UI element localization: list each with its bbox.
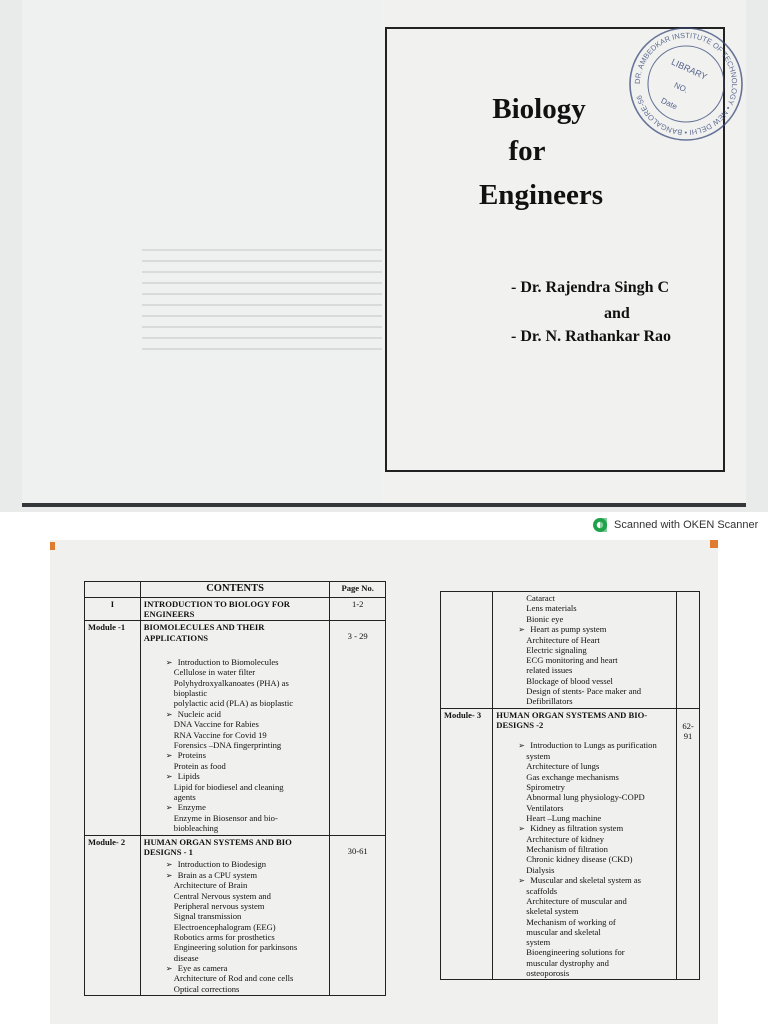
topic-item [144, 657, 327, 668]
arrow-bullet-icon: ➢ [518, 875, 525, 885]
topic-text: Cataract [526, 593, 555, 603]
arrow-bullet-icon: ➢ [165, 860, 173, 870]
scanner-logo-icon [592, 517, 608, 533]
topic-text: Heart –Lung machine [526, 812, 602, 823]
arrow-bullet-icon: ➢ [165, 963, 173, 973]
topic-text: Enzyme in Biosensor and bio- [173, 812, 278, 823]
topic-text: Protein as food [173, 760, 226, 771]
arrow-bullet-icon: ➢ [518, 624, 525, 634]
topic-text: RNA Vaccine for Covid 19 [173, 729, 267, 740]
topic-text: Bionic eye [526, 613, 564, 624]
orange-edge-right [710, 540, 718, 548]
topic-text: Eye as camera [177, 962, 228, 973]
topic-item [496, 937, 673, 947]
blank-facing-page [22, 0, 382, 505]
topic-item [496, 645, 673, 655]
topic-item [496, 844, 673, 854]
topic-text: system [526, 750, 551, 761]
module-number: Module- 2 [85, 835, 141, 996]
continued-row [441, 592, 700, 709]
topic-item [496, 896, 673, 906]
topic-item [144, 761, 327, 771]
module-title: BIOMOLECULES AND THEIR APPLICATIONS [143, 622, 265, 643]
topic-item [144, 953, 327, 963]
module-topics [140, 621, 330, 835]
topic-text: system [526, 937, 551, 948]
topic-text: Lipids [177, 771, 200, 782]
topic-item [144, 730, 327, 740]
topic-text: disease [173, 952, 199, 963]
topic-text: Chronic kidney disease (CKD) [526, 854, 633, 865]
topic-item [144, 932, 327, 942]
topic-text: Architecture of Brain [173, 880, 248, 891]
topic-item [496, 968, 673, 978]
stamp-ring-text: DR. AMBEDKAR INSTITUTE OF TECHNOLOGY • NEW DELHI • BANGALORE-56 [632, 30, 740, 138]
topic-text: Polyhydroxyalkanoates (PHA) as [173, 677, 289, 688]
bleed-through-text [142, 240, 382, 370]
topic-item [496, 886, 673, 896]
continued-num-cell [441, 592, 493, 709]
topic-text: DNA Vaccine for Rabies [173, 719, 259, 730]
arrow-bullet-icon: ➢ [165, 657, 173, 667]
topic-text: Muscular and skeletal system as [530, 874, 642, 885]
module-topics [493, 708, 677, 980]
topic-text: Enzyme [177, 802, 206, 813]
module-number: Module- 3 [441, 708, 493, 980]
topic-item [496, 676, 673, 686]
topic-text: Gas exchange mechanisms [526, 771, 619, 782]
topic-item [496, 854, 673, 864]
topic-item [496, 958, 673, 968]
topic-text: Architecture of kidney [526, 833, 605, 844]
topic-item [144, 678, 327, 688]
topic-item [496, 823, 673, 834]
module-number: Module -1 [85, 621, 141, 835]
topic-text: Introduction to Lungs as purification [530, 740, 657, 751]
module-pages: 3 - 29 [330, 621, 386, 835]
module-number: I [85, 597, 141, 621]
topic-item [144, 942, 327, 952]
module-pages: 1-2 [330, 597, 386, 621]
topic-text: Cellulose in water filter [173, 667, 256, 678]
topic-text: Robotics arms for prosthetics [173, 931, 275, 942]
topic-item [496, 875, 673, 886]
topic-item [144, 891, 327, 901]
topic-text: Lens materials [526, 603, 577, 614]
arrow-bullet-icon: ➢ [165, 870, 173, 880]
topic-text: Heart as pump system [530, 623, 607, 634]
topic-item [496, 865, 673, 875]
topic-item [144, 719, 327, 729]
topic-item [144, 771, 327, 782]
module-row [441, 708, 700, 980]
topic-item [144, 973, 327, 983]
svg-text:DR. AMBEDKAR INSTITUTE OF TECH [633, 31, 739, 137]
module-title: HUMAN ORGAN SYSTEMS AND BIO DESIGNS - 1 [143, 836, 292, 857]
topic-text: Lipid for biodiesel and cleaning [173, 781, 284, 792]
module-topics [140, 597, 330, 621]
topic-text: Defibrillators [526, 696, 573, 707]
topic-text: Peripheral nervous system [173, 901, 265, 911]
contents-title: CONTENTS [140, 582, 330, 598]
topic-text: Dialysis [526, 864, 555, 875]
stamp-no: NO. [672, 80, 690, 95]
scanner-credit [592, 517, 758, 533]
topic-item [496, 635, 673, 645]
topic-item [144, 963, 327, 974]
topic-text: Proteins [177, 750, 206, 761]
topic-item [496, 665, 673, 675]
topic-item [496, 614, 673, 624]
stamp-library: LIBRARY [669, 56, 709, 82]
arrow-bullet-icon: ➢ [165, 772, 173, 782]
topic-item [496, 947, 673, 957]
page-edge [22, 503, 746, 507]
author-1: - Dr. Rajendra Singh C [511, 279, 670, 296]
orange-edge-left [50, 542, 55, 550]
topic-text: Introduction to Biomolecules [177, 656, 279, 667]
topic-text: Central Nervous system and [173, 890, 271, 901]
topic-item [496, 686, 673, 696]
topic-text: Ventilators [526, 802, 564, 813]
topic-item [144, 922, 327, 932]
module-title: HUMAN ORGAN SYSTEMS AND BIO-DESIGNS -2 [496, 709, 648, 731]
arrow-bullet-icon: ➢ [518, 824, 525, 834]
topic-text: related issues [526, 665, 573, 676]
arrow-bullet-icon: ➢ [165, 803, 173, 813]
topic-item [496, 655, 673, 665]
topic-item [496, 917, 673, 927]
cover-title-line2: for [508, 135, 546, 167]
topic-text: Brain as a CPU system [177, 869, 258, 880]
module-title: INTRODUCTION TO BIOLOGY FOR ENGINEERS [143, 598, 290, 619]
topic-text: Forensics –DNA fingerprinting [173, 739, 282, 750]
topic-item [144, 698, 327, 708]
topic-item [144, 823, 327, 833]
topic-text: Electric signaling [526, 644, 587, 655]
topic-text: agents [173, 792, 196, 803]
contents-table-left [84, 581, 386, 996]
topic-item [496, 792, 673, 802]
topic-item [144, 859, 327, 870]
module-pages: 30-61 [330, 835, 386, 996]
topic-item [496, 624, 673, 635]
topic-text: Spirometry [526, 781, 565, 792]
topic-text: Engineering solution for parkinsons [173, 942, 298, 953]
topic-text: Introduction to Biodesign [177, 859, 267, 870]
topic-item [144, 709, 327, 720]
topic-item [496, 761, 673, 771]
library-stamp [626, 24, 746, 144]
topic-item [496, 751, 673, 761]
topic-item [144, 901, 327, 911]
topic-item [496, 906, 673, 916]
topic-text: scaffolds [526, 885, 558, 896]
stamp-date: Date [659, 96, 679, 112]
topic-text: Electroencephalogram (EEG) [173, 921, 276, 932]
topic-text: muscular dystrophy and [526, 957, 609, 968]
topic-text: polylactic acid (PLA) as bioplastic [173, 698, 294, 709]
contents-table-right [440, 591, 700, 980]
arrow-bullet-icon: ➢ [165, 751, 173, 761]
topic-text: bioplastic [173, 688, 208, 699]
topic-text: ECG monitoring and heart [526, 655, 618, 666]
topic-item [144, 782, 327, 792]
topic-item [496, 696, 673, 706]
topic-text: Architecture of lungs [526, 761, 600, 772]
topic-item [144, 870, 327, 881]
topic-text: Mechanism of filtration [526, 844, 608, 855]
author-conjunction: and [604, 305, 630, 322]
contents-header-row [85, 582, 386, 598]
topic-text: osteoporosis [526, 968, 570, 979]
topic-text: Signal transmission [173, 911, 242, 922]
header-num-cell [85, 582, 141, 598]
topic-item [496, 772, 673, 782]
author-2: - Dr. N. Rathankar Rao [511, 328, 672, 345]
topic-item [144, 688, 327, 698]
topic-item [496, 803, 673, 813]
topic-text: muscular and skeletal [526, 926, 601, 937]
topic-text: biobleaching [173, 823, 219, 834]
topic-item [496, 834, 673, 844]
topic-text: Nucleic acid [177, 708, 221, 719]
topic-text: Optical corrections [173, 983, 240, 994]
module-pages: 62-91 [677, 708, 700, 980]
page-no-header: Page No. [330, 582, 386, 598]
topic-text: Mechanism of working of [526, 916, 616, 927]
topic-item [496, 782, 673, 792]
topic-text: Kidney as filtration system [530, 823, 624, 834]
cover-title-line3: Engineers [478, 179, 604, 211]
topic-item [144, 813, 327, 823]
module-row [85, 597, 386, 621]
topic-item [496, 593, 673, 603]
topic-item [144, 802, 327, 813]
topic-text: Design of stents- Pace maker and [526, 686, 642, 697]
scanner-label: Scanned with OKEN Scanner [614, 519, 759, 531]
topic-item [496, 740, 673, 751]
topic-item [144, 984, 327, 994]
topic-item [496, 603, 673, 613]
topic-item [144, 880, 327, 890]
topic-text: Architecture of muscular and [526, 895, 627, 906]
topic-text: Architecture of Heart [526, 634, 600, 645]
topic-item [144, 667, 327, 677]
topic-item [144, 740, 327, 750]
topic-item [496, 813, 673, 823]
topic-item [496, 927, 673, 937]
module-row [85, 835, 386, 996]
topic-item [144, 792, 327, 802]
module-row [85, 621, 386, 835]
module-topics [140, 835, 330, 996]
continued-topics [493, 592, 677, 709]
arrow-bullet-icon: ➢ [165, 709, 173, 719]
cover-title-line1: Biology [492, 93, 586, 125]
continued-page-cell [677, 592, 700, 709]
topic-item [144, 750, 327, 761]
topic-item [144, 911, 327, 921]
topic-text: Abnormal lung physiology-COPD [526, 792, 645, 803]
topic-text: skeletal system [526, 906, 579, 917]
topic-text: Bioengineering solutions for [526, 947, 625, 958]
topic-text: Blockage of blood vessel [526, 675, 613, 686]
topic-text: Architecture of Rod and cone cells [173, 973, 294, 984]
arrow-bullet-icon: ➢ [518, 741, 525, 751]
